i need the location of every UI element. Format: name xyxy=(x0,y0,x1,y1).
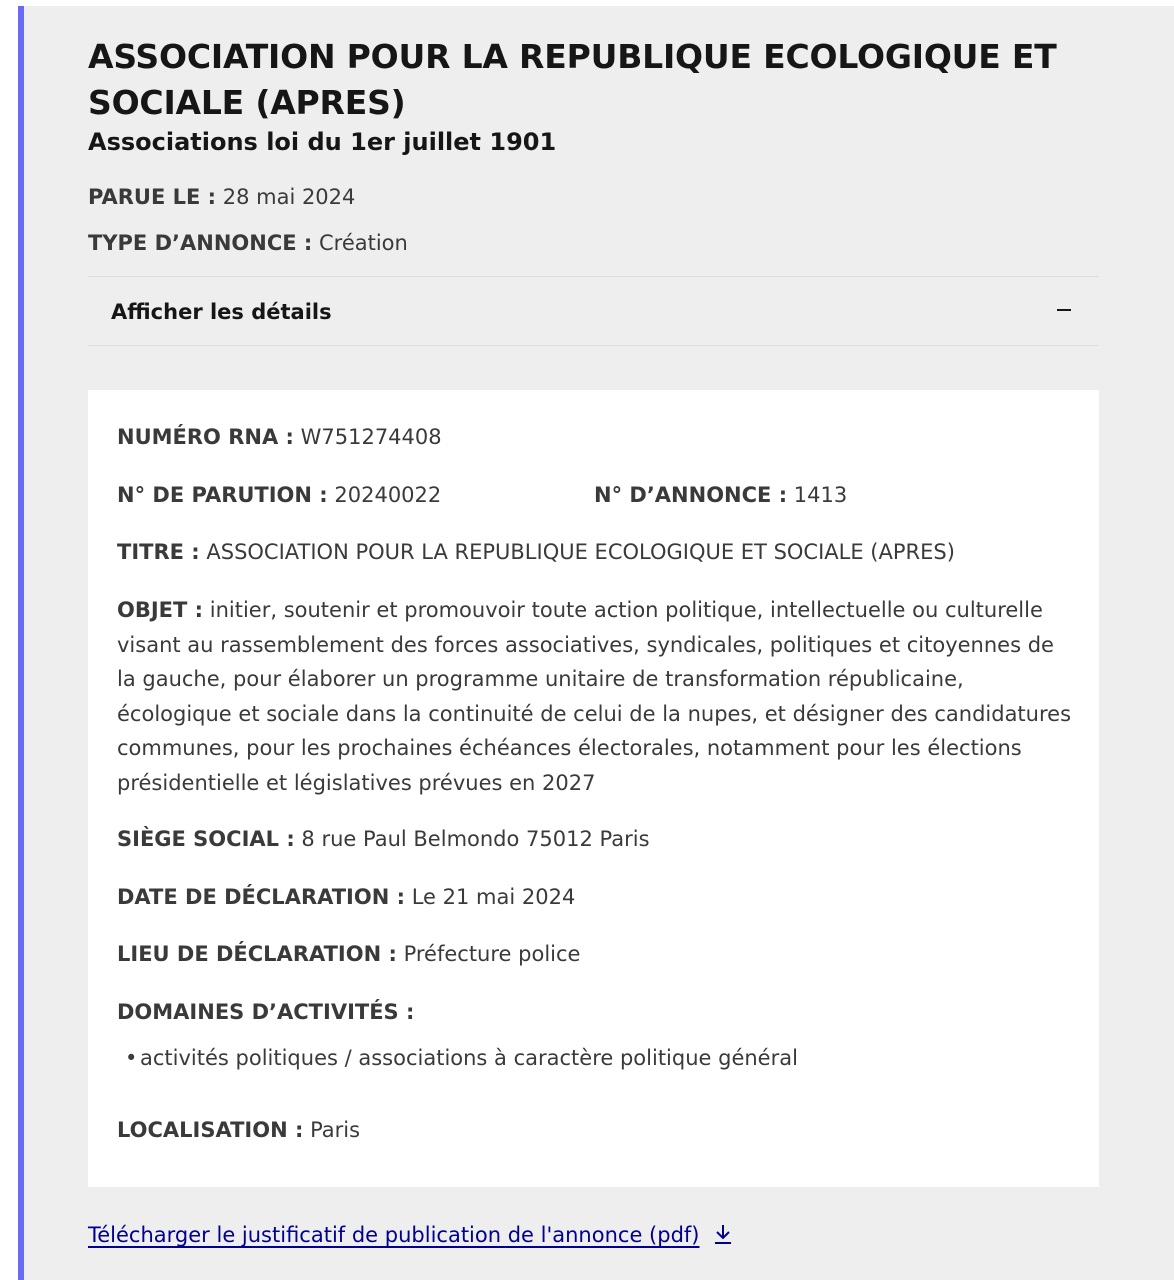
list-item xyxy=(125,1041,798,1076)
details-accordion-label: Afficher les détails xyxy=(111,300,332,324)
annonce-number-value: 1413 xyxy=(793,483,848,507)
parution-number xyxy=(117,478,441,513)
declaration-date-value: Le 21 mai 2024 xyxy=(411,885,576,909)
details-panel xyxy=(88,390,1099,1187)
association-object-value: initier, soutenir et promouvoir toute action politique, intellectuelle ou culturelle visant au rassemblement des forces associatives, syndicales, politiques et citoyennes de la gauche, pour élaborer un programme unitaire de transformation républicaine, écologique et sociale dans la continuité de celui de la nupes, et désigner des candidatures communes, pour les prochaines échéances électorales, notamment pour les élections présidentielle et législatives prévues en 2027 xyxy=(117,598,1072,795)
announcement-type xyxy=(88,228,408,258)
association-object-label: OBJET : xyxy=(117,598,204,622)
declaration-place-label: LIEU DE DÉCLARATION : xyxy=(117,942,397,966)
localisation-label: LOCALISATION : xyxy=(117,1118,304,1142)
rna-number-value: W751274408 xyxy=(300,425,442,449)
announcement-type-label: TYPE D’ANNONCE : xyxy=(88,231,313,255)
localisation-value: Paris xyxy=(310,1118,361,1142)
rna-number-label: NUMÉRO RNA : xyxy=(117,425,294,449)
announcement-category: Associations loi du 1er juillet 1901 xyxy=(88,128,557,156)
declaration-date xyxy=(117,880,575,915)
activity-domains-label: DOMAINES D’ACTIVITÉS : xyxy=(117,1000,415,1024)
association-title-value: ASSOCIATION POUR LA REPUBLIQUE ECOLOGIQUE ET SOCIALE (APRES) xyxy=(206,540,955,564)
download-icon xyxy=(713,1223,733,1245)
rna-number xyxy=(117,420,442,455)
head-office-value: 8 rue Paul Belmondo 75012 Paris xyxy=(301,827,650,851)
publication-date-value: 28 mai 2024 xyxy=(222,185,356,209)
declaration-date-label: DATE DE DÉCLARATION : xyxy=(117,885,406,909)
activity-domain-value: activités politiques / associations à caractère politique général xyxy=(140,1046,798,1070)
declaration-place-value: Préfecture police xyxy=(403,942,581,966)
annonce-number-label: N° D’ANNONCE : xyxy=(594,483,788,507)
annonce-number xyxy=(594,478,847,513)
head-office xyxy=(117,822,650,857)
association-object xyxy=(117,593,1072,800)
download-pdf-label: Télécharger le justificatif de publication de l'annonce (pdf) xyxy=(88,1223,700,1247)
bullet-icon: • xyxy=(125,1046,138,1070)
download-pdf-link[interactable] xyxy=(88,1218,733,1252)
declaration-place xyxy=(117,937,580,972)
announcement-card xyxy=(18,6,1174,1280)
association-title xyxy=(117,535,955,570)
page-title: ASSOCIATION POUR LA REPUBLIQUE ECOLOGIQUE ET SOCIALE (APRES) xyxy=(88,37,1057,122)
announcement-type-value: Création xyxy=(318,231,408,255)
parution-number-value: 20240022 xyxy=(334,483,442,507)
details-accordion-toggle[interactable] xyxy=(88,276,1099,346)
activity-domains xyxy=(117,995,414,1030)
publication-date xyxy=(88,182,355,212)
head-office-label: SIÈGE SOCIAL : xyxy=(117,827,295,851)
publication-date-label: PARUE LE : xyxy=(88,185,217,209)
localisation xyxy=(117,1113,360,1148)
parution-number-label: N° DE PARUTION : xyxy=(117,483,328,507)
association-title-label: TITRE : xyxy=(117,540,200,564)
minus-icon xyxy=(1057,309,1071,311)
